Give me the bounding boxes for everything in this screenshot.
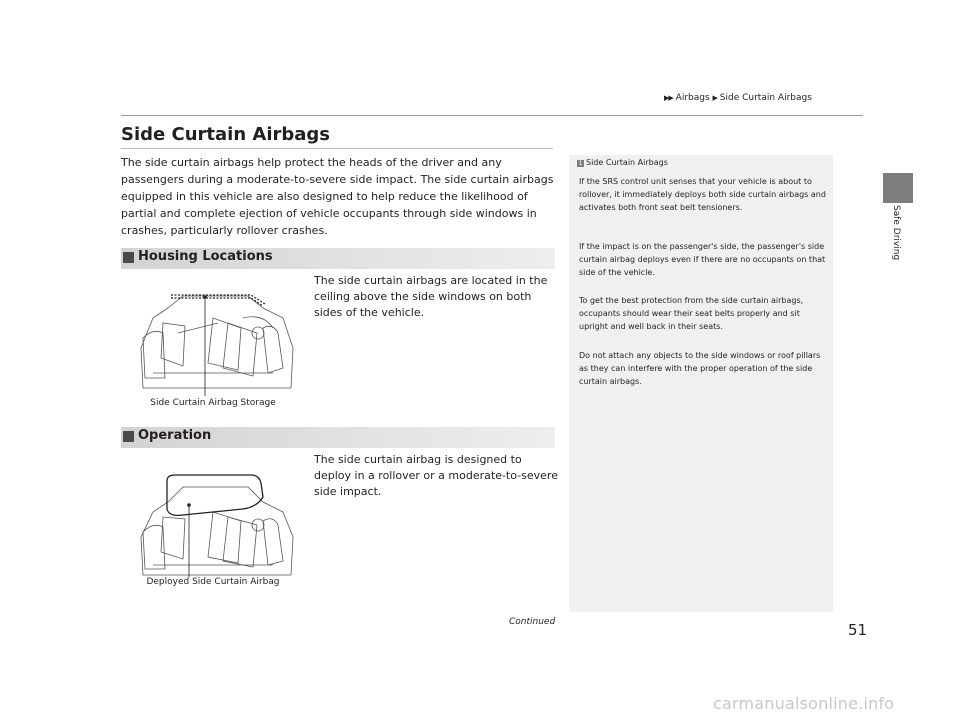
page-title: Side Curtain Airbags xyxy=(121,124,331,145)
figure-caption: Side Curtain Airbag Storage xyxy=(150,398,276,408)
breadcrumb-arrows-icon: ▶▶ xyxy=(664,94,673,102)
note-paragraph: Do not attach any objects to the side windows or roof pillars as they can interfere with the proper operation of the side curtain airbags. xyxy=(579,351,821,386)
breadcrumb-separator-icon: ▶ xyxy=(712,94,717,102)
section-heading-housing-locations xyxy=(121,248,555,269)
side-note xyxy=(569,155,833,612)
chapter-tab xyxy=(883,173,913,203)
watermark: carmanualsonline.info xyxy=(713,694,895,713)
page-number: 51 xyxy=(848,621,868,639)
note-paragraph: If the impact is on the passenger's side, the passenger's side curtain airbag deploys even if there are no occupants on that side of the vehicle. xyxy=(579,242,826,277)
section-heading-label: Operation xyxy=(138,428,212,443)
section-heading-label: Housing Locations xyxy=(138,249,273,264)
header-divider xyxy=(121,115,863,116)
note-paragraph: To get the best protection from the side curtain airbags, occupants should wear their seat belts properly and sit upright and well back in their seats. xyxy=(579,296,804,331)
car-interior-illustration xyxy=(123,278,303,413)
note-paragraph: If the SRS control unit senses that your vehicle is about to rollover, it immediately deploys both side curtain airbags and activates both front seat belt tensioners. xyxy=(579,177,826,212)
note-title-label: Side Curtain Airbags xyxy=(586,158,668,167)
note-title xyxy=(577,158,668,167)
reference-marker-icon: 1 xyxy=(578,160,583,167)
section-heading-operation xyxy=(121,427,555,448)
breadcrumb-item-airbags[interactable]: Airbags xyxy=(675,93,710,103)
figure-caption: Deployed Side Curtain Airbag xyxy=(146,577,280,587)
title-divider xyxy=(121,148,553,149)
housing-locations-text: The side curtain airbags are located in the ceiling above the side windows on both sides of the vehicle. xyxy=(314,274,548,319)
breadcrumb xyxy=(664,93,864,103)
breadcrumb-item-side-curtain-airbags[interactable]: Side Curtain Airbags xyxy=(719,93,812,103)
operation-text: The side curtain airbag is designed to deploy in a rollover or a moderate-to-severe side impact. xyxy=(314,453,558,498)
intro-paragraph: The side curtain airbags help protect the heads of the driver and any passengers during a moderate-to-severe side impact. The side curtain airbags equipped in this vehicle are also designed to help reduce the likelihood of partial and complete ejection of vehicle occupants through side windows in crashes, particularly rollover crashes. xyxy=(121,156,554,237)
figure-deployed-airbag xyxy=(123,457,303,592)
continued-label: Continued xyxy=(509,617,556,627)
square-bullet-icon xyxy=(123,252,134,263)
chapter-label: Safe Driving xyxy=(891,205,901,261)
figure-airbag-storage xyxy=(123,278,303,413)
square-bullet-icon xyxy=(123,431,134,442)
car-interior-deployed-illustration xyxy=(123,457,303,592)
